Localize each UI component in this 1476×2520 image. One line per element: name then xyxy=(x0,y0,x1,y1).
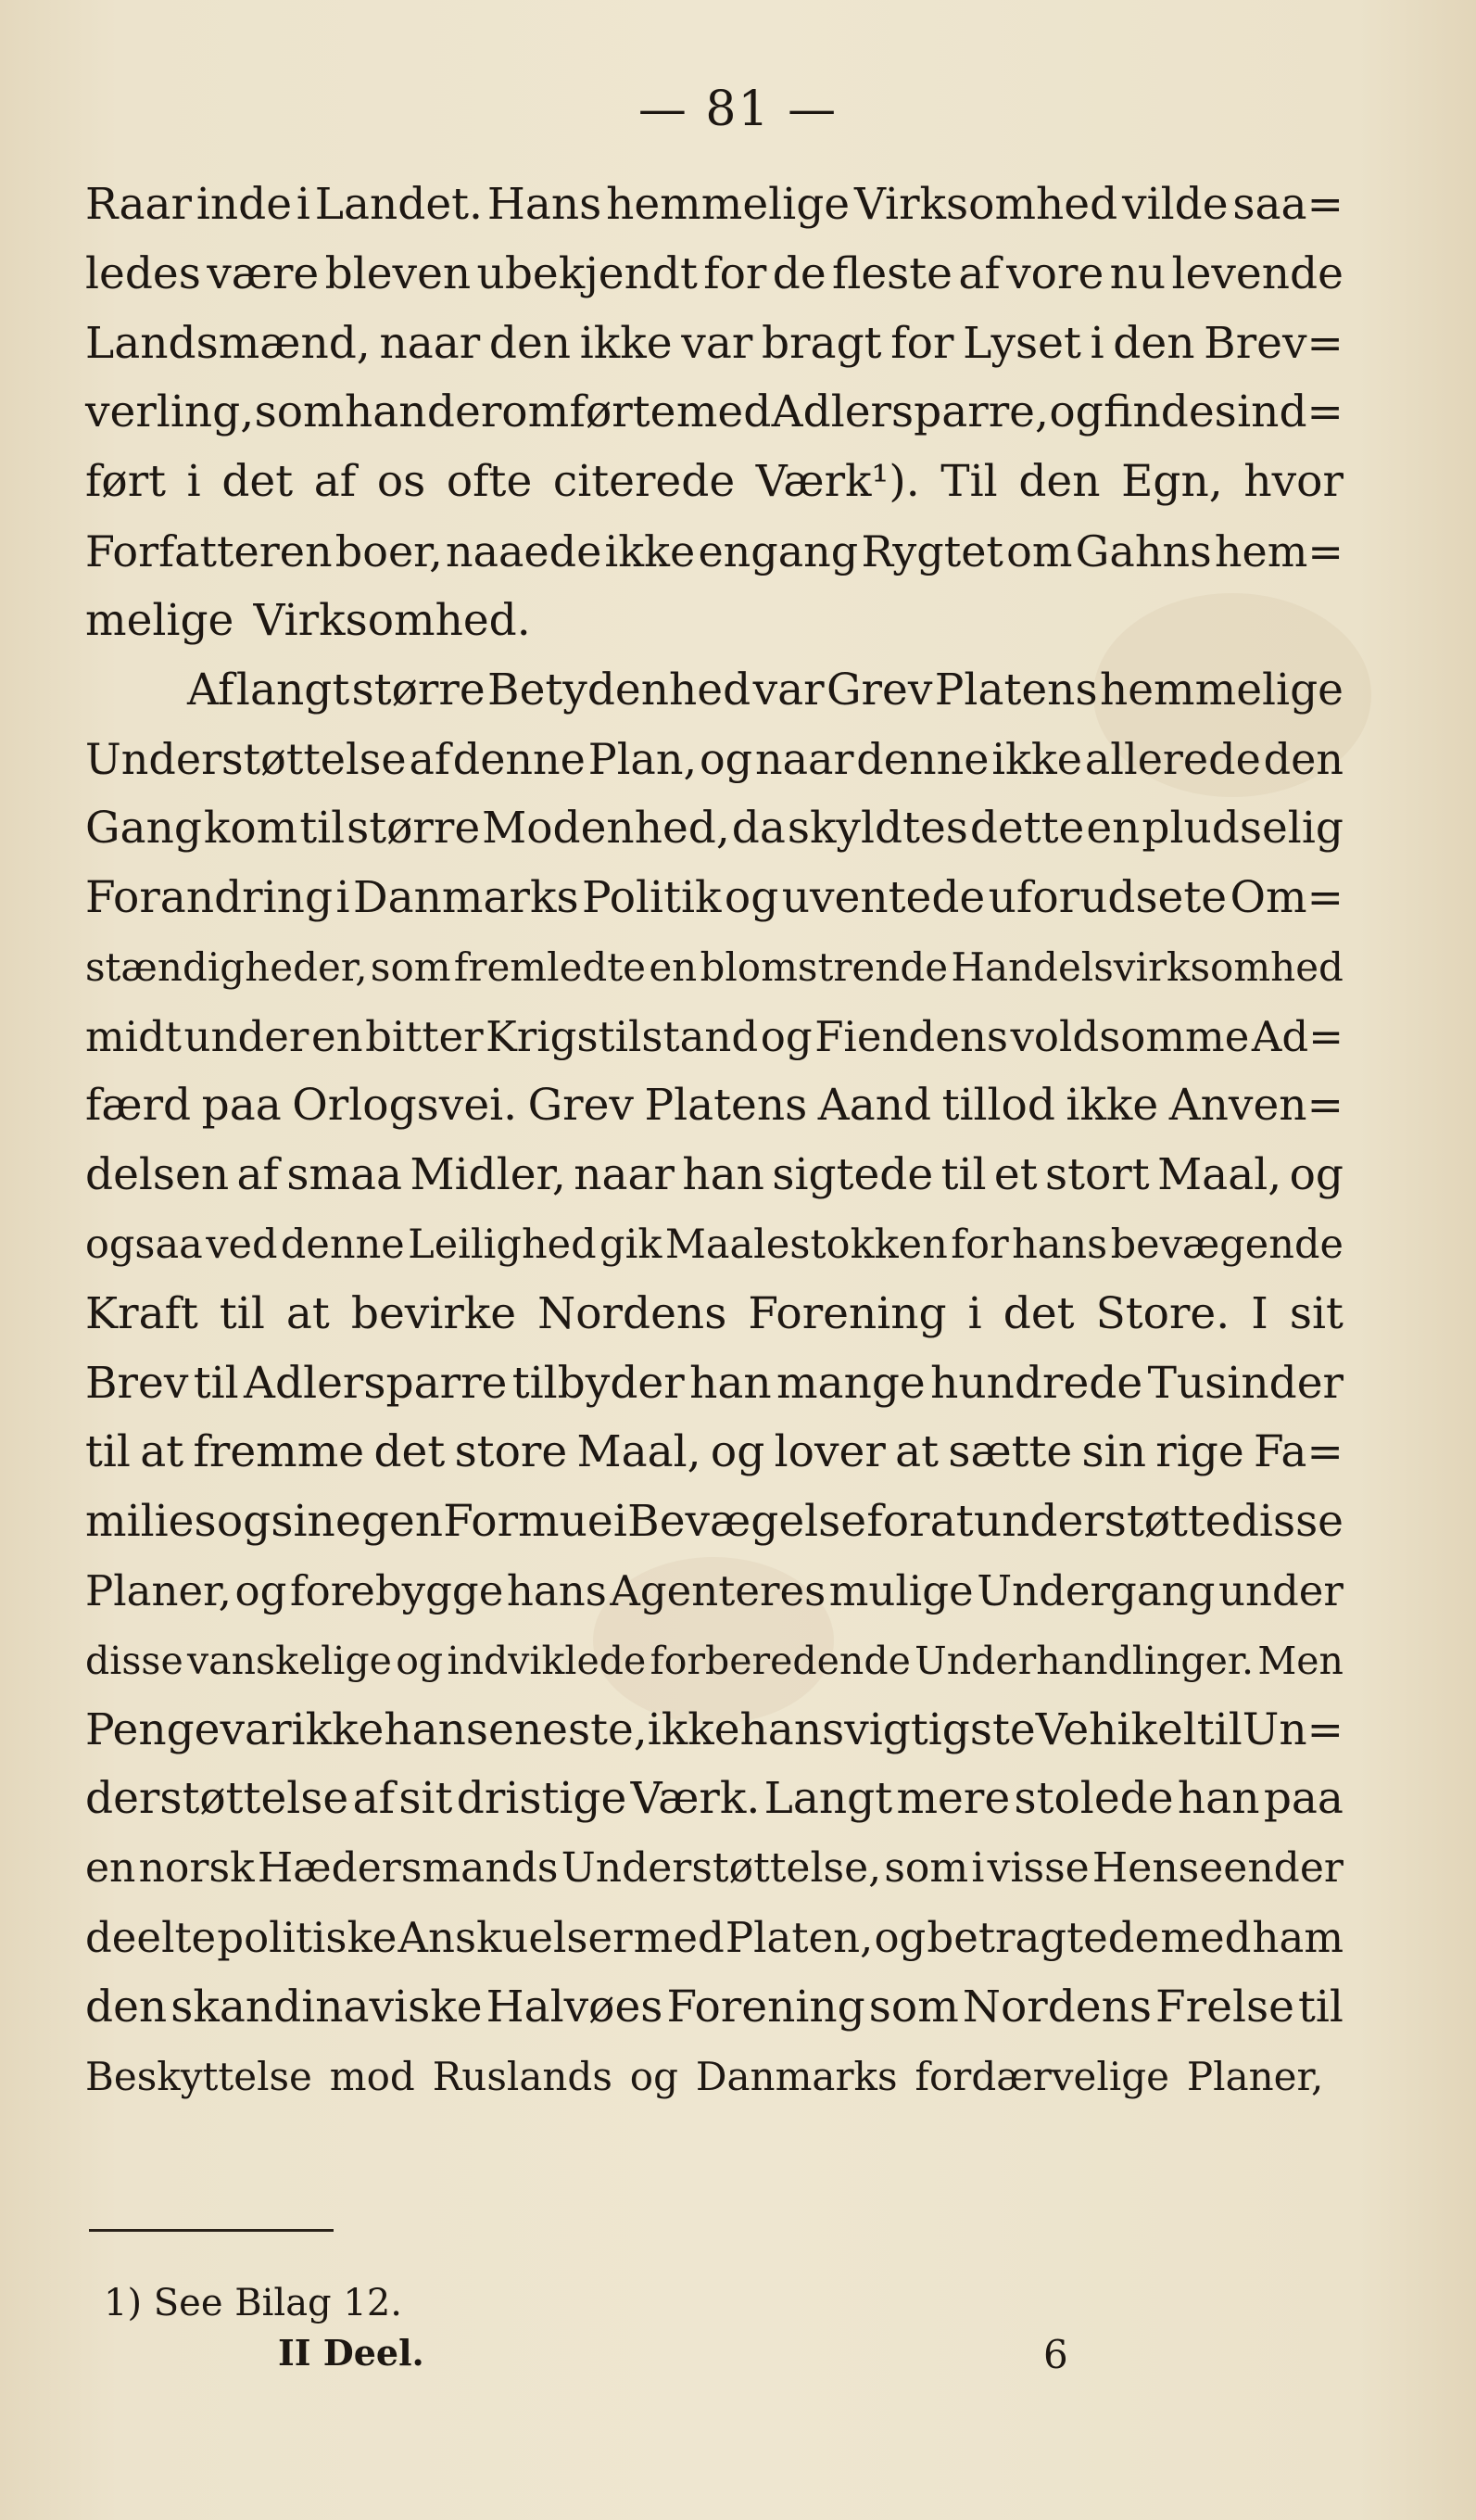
word: Undergang xyxy=(977,1565,1216,1615)
word: og xyxy=(396,1638,444,1683)
word: vore xyxy=(1006,247,1104,299)
word: en xyxy=(85,1844,136,1893)
word: skandinaviske xyxy=(170,1981,483,2032)
word: han xyxy=(344,386,427,438)
word: af xyxy=(236,1149,279,1201)
word: delsen xyxy=(85,1149,230,1201)
word: ikke xyxy=(579,317,673,369)
word: vigtigste xyxy=(844,1703,1036,1755)
word: større xyxy=(351,664,486,715)
word: og xyxy=(724,871,779,923)
word: fleste xyxy=(832,247,952,299)
word: den xyxy=(1018,456,1101,508)
word: Landsmænd, xyxy=(85,317,371,369)
word: at xyxy=(285,1287,330,1339)
word: tilbyder xyxy=(511,1357,685,1409)
page-number: — 81 — xyxy=(637,82,839,137)
word: Platen, xyxy=(725,1912,874,1962)
word: hemmelige xyxy=(606,179,851,230)
word: store xyxy=(454,1426,568,1478)
word: og xyxy=(699,734,753,785)
word: til xyxy=(193,1357,239,1409)
word: milies xyxy=(85,1496,217,1548)
word: midt xyxy=(85,1011,182,1061)
word: om xyxy=(1006,526,1073,576)
footnote: 1) See Bilag 12. xyxy=(104,2282,402,2324)
word: af xyxy=(313,456,357,508)
text-line xyxy=(85,1765,1344,1834)
word: Anven= xyxy=(1168,1080,1344,1132)
word: for xyxy=(890,317,954,369)
text-line xyxy=(85,240,1344,310)
word: og xyxy=(710,1426,765,1478)
word: rige xyxy=(1155,1426,1244,1478)
word: levende xyxy=(1171,247,1344,299)
word: naaede xyxy=(445,526,602,576)
word: forebygge xyxy=(289,1565,504,1615)
word: ofte xyxy=(446,456,533,508)
word: Brev xyxy=(85,1357,189,1409)
word: mod xyxy=(329,2053,415,2099)
word: en xyxy=(1086,803,1141,855)
text-line xyxy=(85,587,1344,656)
word: Agenteres xyxy=(610,1565,826,1615)
text-line xyxy=(85,1210,1344,1280)
word: som xyxy=(370,943,451,990)
word: fremme xyxy=(193,1426,365,1478)
word: lover xyxy=(774,1426,886,1478)
word: Fiendens xyxy=(814,1011,1008,1061)
word: derstøttelse xyxy=(85,1773,349,1825)
word: voldsomme xyxy=(1010,1011,1250,1061)
word: bragt xyxy=(762,317,882,369)
word: til xyxy=(1297,1981,1344,2032)
word: dristige xyxy=(456,1773,627,1825)
word: og xyxy=(629,2053,678,2099)
word: Lyset xyxy=(963,317,1081,369)
word: paa xyxy=(201,1080,282,1132)
body-text xyxy=(85,171,1344,2111)
text-line xyxy=(85,171,1344,240)
word: den xyxy=(488,317,572,369)
word: Egn, xyxy=(1121,456,1223,508)
word: betragtede xyxy=(927,1912,1160,1962)
word: deelte xyxy=(85,1912,217,1962)
word: ogsaa xyxy=(85,1221,203,1268)
word: fremledte xyxy=(453,943,647,990)
word: var xyxy=(681,317,753,369)
word: større xyxy=(347,803,481,855)
word: Danmarks xyxy=(352,871,579,923)
word: og xyxy=(1049,386,1104,438)
word: Understøttelse xyxy=(85,734,407,785)
word: Gang xyxy=(85,803,202,855)
word: Krigstilstand xyxy=(486,1011,759,1061)
word: i xyxy=(335,871,350,923)
word: tillod xyxy=(941,1080,1055,1132)
word: derom xyxy=(426,386,570,438)
word: for xyxy=(951,1221,1009,1268)
word: Tusinder xyxy=(1147,1357,1344,1409)
word: det xyxy=(1003,1287,1075,1339)
word: melige xyxy=(85,594,234,646)
word: vanskelige xyxy=(187,1638,392,1683)
word: han xyxy=(1177,1773,1260,1825)
word: stændigheder, xyxy=(85,943,368,990)
word: Betydenhed xyxy=(487,664,751,715)
word: ham xyxy=(1252,1912,1344,1962)
word: Grev xyxy=(527,1080,634,1132)
word: Hædersmands xyxy=(257,1844,559,1893)
word: af xyxy=(409,734,450,785)
word: boer, xyxy=(334,526,443,576)
word: Om= xyxy=(1230,871,1344,923)
word: det xyxy=(373,1426,446,1478)
word: i xyxy=(186,456,201,508)
word: mange xyxy=(776,1357,926,1409)
word: Grev xyxy=(826,664,933,715)
text-line xyxy=(85,794,1344,864)
word: i xyxy=(1090,317,1104,369)
word: gik xyxy=(599,1221,662,1268)
word: hundrede xyxy=(930,1357,1143,1409)
word: kom xyxy=(203,803,298,855)
word: fordærvelige xyxy=(915,2053,1169,2099)
word: paa xyxy=(1263,1773,1344,1825)
word: Forening xyxy=(666,1981,865,2032)
word: naar xyxy=(754,734,854,785)
text-line xyxy=(85,2043,1344,2112)
word: sit xyxy=(398,1773,453,1825)
word: Rygtet xyxy=(861,526,1003,576)
word: og xyxy=(234,1565,287,1615)
word: Politik xyxy=(582,871,722,923)
word: Midler, xyxy=(410,1149,566,1201)
word: og xyxy=(216,1496,271,1548)
word: pludselig xyxy=(1142,803,1344,855)
word: Af xyxy=(187,664,234,715)
word: Halvøes xyxy=(486,1981,663,2032)
word: bleven xyxy=(324,247,472,299)
word: Leilighed xyxy=(408,1221,597,1268)
word: uventede xyxy=(781,871,986,923)
word: da xyxy=(731,803,786,855)
word: ikke xyxy=(991,734,1082,785)
text-line xyxy=(85,1627,1344,1696)
word: Forandring xyxy=(85,871,334,923)
word: Bevægelse xyxy=(627,1496,867,1548)
word: citerede xyxy=(552,456,736,508)
word: i xyxy=(612,1496,627,1548)
word: visse xyxy=(987,1844,1090,1893)
word: stort xyxy=(1045,1149,1150,1201)
word: Værk¹). xyxy=(755,456,920,508)
word: og xyxy=(760,1011,813,1061)
word: inde xyxy=(196,179,293,230)
word: hvor xyxy=(1243,456,1344,508)
word: Planer, xyxy=(85,1565,232,1615)
word: være xyxy=(207,247,320,299)
word: ikke xyxy=(604,526,696,576)
word: hem= xyxy=(1214,526,1344,576)
text-line xyxy=(85,1973,1344,2043)
word: den xyxy=(85,1981,168,2032)
sheet-signature: 6 xyxy=(1043,2332,1068,2377)
word: Adlersparre xyxy=(244,1357,508,1409)
word: Hans xyxy=(486,179,602,230)
word: langt xyxy=(235,664,350,715)
word: Virksomhed. xyxy=(253,594,531,646)
text-line xyxy=(85,517,1344,587)
word: sætte xyxy=(948,1426,1073,1478)
word: verling, xyxy=(85,386,255,438)
word: færd xyxy=(85,1080,192,1132)
word: Maal, xyxy=(1157,1149,1282,1201)
word: I xyxy=(1251,1287,1268,1339)
word: Henseender xyxy=(1091,1844,1344,1893)
word: politiske xyxy=(217,1912,397,1962)
word: findes xyxy=(1104,386,1237,438)
word: den xyxy=(1113,317,1195,369)
word: skyldtes xyxy=(787,803,968,855)
word: ledes xyxy=(85,247,201,299)
word: smaa xyxy=(286,1149,403,1201)
word: Kraft xyxy=(85,1287,198,1339)
word: med xyxy=(1160,1912,1252,1962)
word: Underhandlinger. xyxy=(915,1638,1254,1683)
word: i xyxy=(971,1844,985,1893)
word: Ruslands xyxy=(432,2053,612,2099)
word: Platens xyxy=(934,664,1098,715)
word: denne xyxy=(452,734,586,785)
word: de xyxy=(772,247,826,299)
text-line xyxy=(85,1280,1344,1349)
word: Store. xyxy=(1095,1287,1230,1339)
word: disse xyxy=(85,1638,183,1683)
word: ved xyxy=(206,1221,278,1268)
word: Un= xyxy=(1242,1703,1344,1755)
word: han xyxy=(682,1149,764,1201)
word: Gahns xyxy=(1075,526,1212,576)
word: uforudsete xyxy=(988,871,1228,923)
text-line xyxy=(85,310,1344,379)
word: eneste, xyxy=(488,1703,648,1755)
word: denne xyxy=(280,1221,405,1268)
text-line xyxy=(85,1071,1344,1141)
word: til xyxy=(1196,1703,1243,1755)
word: Understøttelse, xyxy=(561,1844,882,1893)
word: Penge xyxy=(85,1703,221,1755)
word: Platens xyxy=(644,1080,808,1132)
word: egen xyxy=(335,1496,444,1548)
word: den xyxy=(1263,734,1344,785)
word: sigtede xyxy=(772,1149,934,1201)
word: for xyxy=(703,247,767,299)
word: vilde xyxy=(1122,179,1229,230)
text-line xyxy=(85,1904,1344,1973)
word: os xyxy=(376,456,426,508)
word: Plan, xyxy=(587,734,698,785)
word: hans xyxy=(384,1703,489,1755)
word: ført xyxy=(85,456,167,508)
word: Ad= xyxy=(1251,1011,1344,1061)
word: han xyxy=(689,1357,772,1409)
word: Nordens xyxy=(962,1981,1152,2032)
word: at xyxy=(895,1426,940,1478)
word: var xyxy=(220,1703,292,1755)
word: indviklede xyxy=(447,1638,647,1683)
word: hans xyxy=(506,1565,607,1615)
word: Modenhed, xyxy=(482,803,730,855)
word: saa= xyxy=(1232,179,1344,230)
word: til xyxy=(940,1149,987,1201)
text-line xyxy=(85,1349,1344,1419)
word: naar xyxy=(379,317,481,369)
word: for xyxy=(866,1496,930,1548)
word: Værk. xyxy=(630,1773,761,1825)
word: denne xyxy=(856,734,990,785)
text-line xyxy=(85,448,1344,517)
word: under xyxy=(183,1011,309,1061)
word: ikke xyxy=(647,1703,740,1755)
word: Anskuelser xyxy=(397,1912,633,1962)
word: mulige xyxy=(828,1565,974,1615)
word: Fa= xyxy=(1254,1426,1344,1478)
footnote-rule xyxy=(89,2229,334,2232)
volume-signature: II Deel. xyxy=(278,2332,424,2374)
word: Virksomhed xyxy=(853,179,1118,230)
word: hemmelige xyxy=(1099,664,1344,715)
word: som xyxy=(254,386,345,438)
word: Vehikel xyxy=(1035,1703,1197,1755)
word: det xyxy=(221,456,294,508)
word: Nordens xyxy=(537,1287,727,1339)
text-line xyxy=(85,864,1344,933)
word: som xyxy=(868,1981,959,2032)
word: Landet. xyxy=(314,179,483,230)
word: Maal, xyxy=(576,1426,701,1478)
word: en xyxy=(649,943,698,990)
word: Beskyttelse xyxy=(85,2053,312,2099)
word: til xyxy=(85,1426,131,1478)
word: at xyxy=(140,1426,184,1478)
word: stolede xyxy=(1014,1773,1174,1825)
word: naar xyxy=(574,1149,675,1201)
text-line xyxy=(85,1696,1344,1766)
word: et xyxy=(993,1149,1038,1201)
word: Adlersparre, xyxy=(771,386,1049,438)
word: understøtte xyxy=(973,1496,1231,1548)
text-line xyxy=(85,1418,1344,1488)
word: i xyxy=(296,179,310,230)
word: og xyxy=(874,1912,927,1962)
text-line xyxy=(85,1834,1344,1904)
word: nu xyxy=(1109,247,1167,299)
word: var xyxy=(752,664,825,715)
word: at xyxy=(929,1496,974,1548)
word: en xyxy=(310,1011,363,1061)
word: i xyxy=(967,1287,982,1339)
word: med xyxy=(633,1912,725,1962)
word: Frelse xyxy=(1155,1981,1294,2032)
word: norsk xyxy=(138,1844,255,1893)
word: ikke xyxy=(291,1703,385,1755)
word: sin xyxy=(271,1496,335,1548)
word: Brev= xyxy=(1204,317,1344,369)
word: disse xyxy=(1230,1496,1344,1548)
word: Formue xyxy=(443,1496,613,1548)
word: af xyxy=(958,247,1001,299)
word: ikke xyxy=(1066,1080,1159,1132)
word: bevægende xyxy=(1110,1221,1344,1268)
text-line xyxy=(85,1488,1344,1557)
word: Men xyxy=(1257,1638,1344,1683)
word: Forening xyxy=(748,1287,947,1339)
word: til xyxy=(299,803,346,855)
word: allerede xyxy=(1084,734,1261,785)
word: Aand xyxy=(817,1080,932,1132)
word: ubekjendt xyxy=(476,247,698,299)
word: Forfatteren xyxy=(85,526,333,576)
word: til xyxy=(219,1287,265,1339)
word: bitter xyxy=(365,1011,484,1061)
text-line xyxy=(85,1557,1344,1627)
word: af xyxy=(352,1773,395,1825)
word: Orlogsvei. xyxy=(292,1080,518,1132)
word: hans xyxy=(739,1703,845,1755)
text-line xyxy=(85,378,1344,448)
word: ind= xyxy=(1237,386,1344,438)
word: Maalestokken xyxy=(664,1221,948,1268)
word: førte xyxy=(569,386,676,438)
text-line xyxy=(85,1141,1344,1210)
word: hans xyxy=(1012,1221,1108,1268)
word: bevirke xyxy=(350,1287,517,1339)
text-line xyxy=(85,656,1344,726)
word: og xyxy=(1289,1149,1344,1201)
word: engang xyxy=(698,526,859,576)
word: Langt xyxy=(763,1773,893,1825)
word: med xyxy=(675,386,772,438)
word: sit xyxy=(1289,1287,1344,1339)
word: Danmarks xyxy=(695,2053,898,2099)
text-line xyxy=(85,933,1344,1003)
word: Planer, xyxy=(1186,2053,1324,2099)
word: under xyxy=(1218,1565,1344,1615)
word: mere xyxy=(896,1773,1011,1825)
word: Raar xyxy=(85,179,192,230)
word: Til xyxy=(940,456,998,508)
text-line xyxy=(85,725,1344,794)
word: Handelsvirksomhed xyxy=(951,943,1344,990)
text-line xyxy=(85,1003,1344,1072)
word: blomstrende xyxy=(700,943,949,990)
word: dette xyxy=(969,803,1085,855)
word: som xyxy=(884,1844,969,1893)
word: sin xyxy=(1081,1426,1146,1478)
word: forberedende xyxy=(650,1638,911,1683)
